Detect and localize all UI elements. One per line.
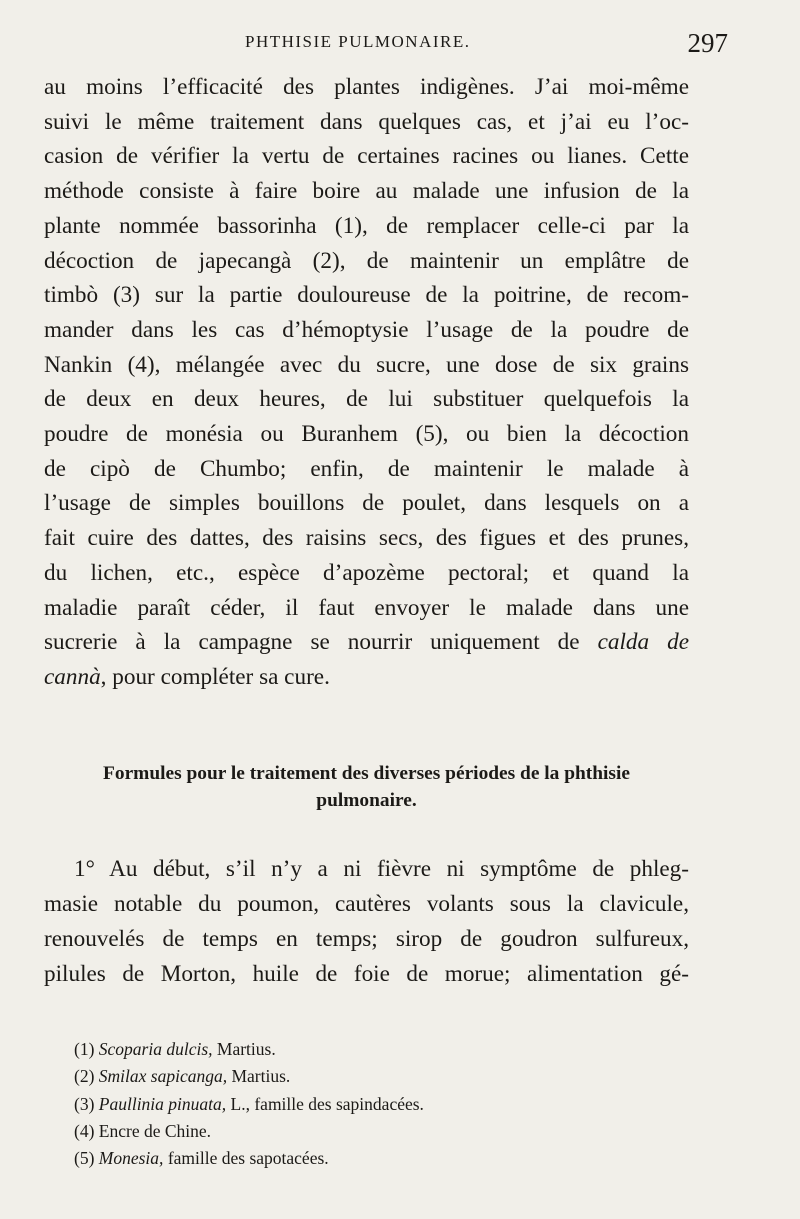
text-run: , pour compléter sa cure.	[100, 663, 330, 690]
text-run: sucrerie à la campagne se nourrir uniquement de	[44, 629, 598, 656]
running-head	[40, 28, 740, 62]
text-line: maladie paraît céder, il faut envoyer le malade dans une	[44, 594, 689, 621]
text-line: poudre de monésia ou Buranhem (5), ou bien la décoction	[44, 421, 689, 448]
paragraph-formulas	[44, 852, 689, 992]
text-line: de cipò de Chumbo; enfin, de maintenir le malade à	[44, 455, 689, 482]
page-number: 297	[687, 28, 728, 58]
paragraph-continued	[44, 70, 689, 695]
footnote-number: (4)	[74, 1120, 95, 1141]
text-line	[44, 660, 689, 695]
text-line: mander dans les cas d’hémoptysie l’usage de la poudre de	[44, 316, 689, 343]
footnote-text: Martius.	[212, 1039, 276, 1059]
footnotes	[74, 1036, 674, 1172]
footnote	[74, 1063, 674, 1090]
text-line: Nankin (4), mélangée avec du sucre, une dose de six grains	[44, 351, 689, 378]
section-heading-line: pulmonaire.	[316, 790, 417, 811]
text-line: timbò (3) sur la partie douloureuse de la poitrine, de recom-	[44, 282, 689, 309]
italic-text-run: cannà	[44, 663, 101, 690]
text-line: plante nommée bassorinha (1), de remplacer celle-ci par la	[44, 212, 689, 239]
footnote-species: Scoparia dulcis,	[98, 1039, 213, 1059]
footnote-text: Martius.	[227, 1066, 291, 1087]
text-line: suivi le même traitement dans quelques cas, et j’ai eu l’oc-	[44, 108, 689, 135]
text-line: casion de vérifier la vertu de certaines racines ou lianes. Cette	[44, 143, 689, 170]
footnote-species: Paullinia pinuata,	[98, 1093, 227, 1114]
footnote	[74, 1145, 674, 1172]
footnote-text: L., famille des sapindacées.	[226, 1093, 424, 1114]
text-line: méthode consiste à faire boire au malade une infusion de la	[44, 178, 689, 205]
text-line: masie notable du poumon, cautères volants sous la clavicule,	[44, 891, 689, 917]
footnote-number: (1)	[74, 1039, 95, 1059]
text-line: l’usage de simples bouillons de poulet, dans lesquels on a	[44, 490, 689, 517]
footnote	[74, 1118, 674, 1145]
footnote	[74, 1091, 674, 1118]
section-heading-line: Formules pour le traitement des diverses périodes de la phthisie	[103, 763, 630, 784]
footnote-number: (5)	[74, 1148, 95, 1169]
footnote-text: famille des sapotacées.	[163, 1148, 329, 1169]
italic-text-run: calda de	[597, 629, 689, 656]
running-title: PHTHISIE PULMONAIRE.	[245, 32, 471, 51]
footnote-text: Encre de Chine.	[94, 1120, 212, 1141]
text-line: pilules de Morton, huile de foie de morue; alimentation gé-	[44, 961, 689, 987]
text-line: décoction de japecangà (2), de maintenir un emplâtre de	[44, 247, 689, 274]
text-line: de deux en deux heures, de lui substituer quelquefois la	[44, 386, 689, 413]
footnote	[74, 1036, 674, 1063]
footnote-number: (3)	[74, 1093, 95, 1114]
text-line: au moins l’efficacité des plantes indigènes. J’ai moi-même	[44, 74, 689, 100]
footnote-species: Monesia,	[98, 1148, 164, 1169]
text-line: 1° Au début, s’il n’y a ni fièvre ni symptôme de phleg-	[74, 856, 689, 882]
text-line: renouvelés de temps en temps; sirop de goudron sulfureux,	[44, 926, 689, 952]
section-heading	[44, 760, 689, 814]
footnote-species: Smilax sapicanga,	[98, 1066, 228, 1087]
text-line	[44, 625, 689, 660]
footnote-number: (2)	[74, 1066, 95, 1087]
text-line: du lichen, etc., espèce d’apozème pectoral; et quand la	[44, 559, 689, 586]
text-line: fait cuire des dattes, des raisins secs, des figues et des prunes,	[44, 525, 689, 552]
